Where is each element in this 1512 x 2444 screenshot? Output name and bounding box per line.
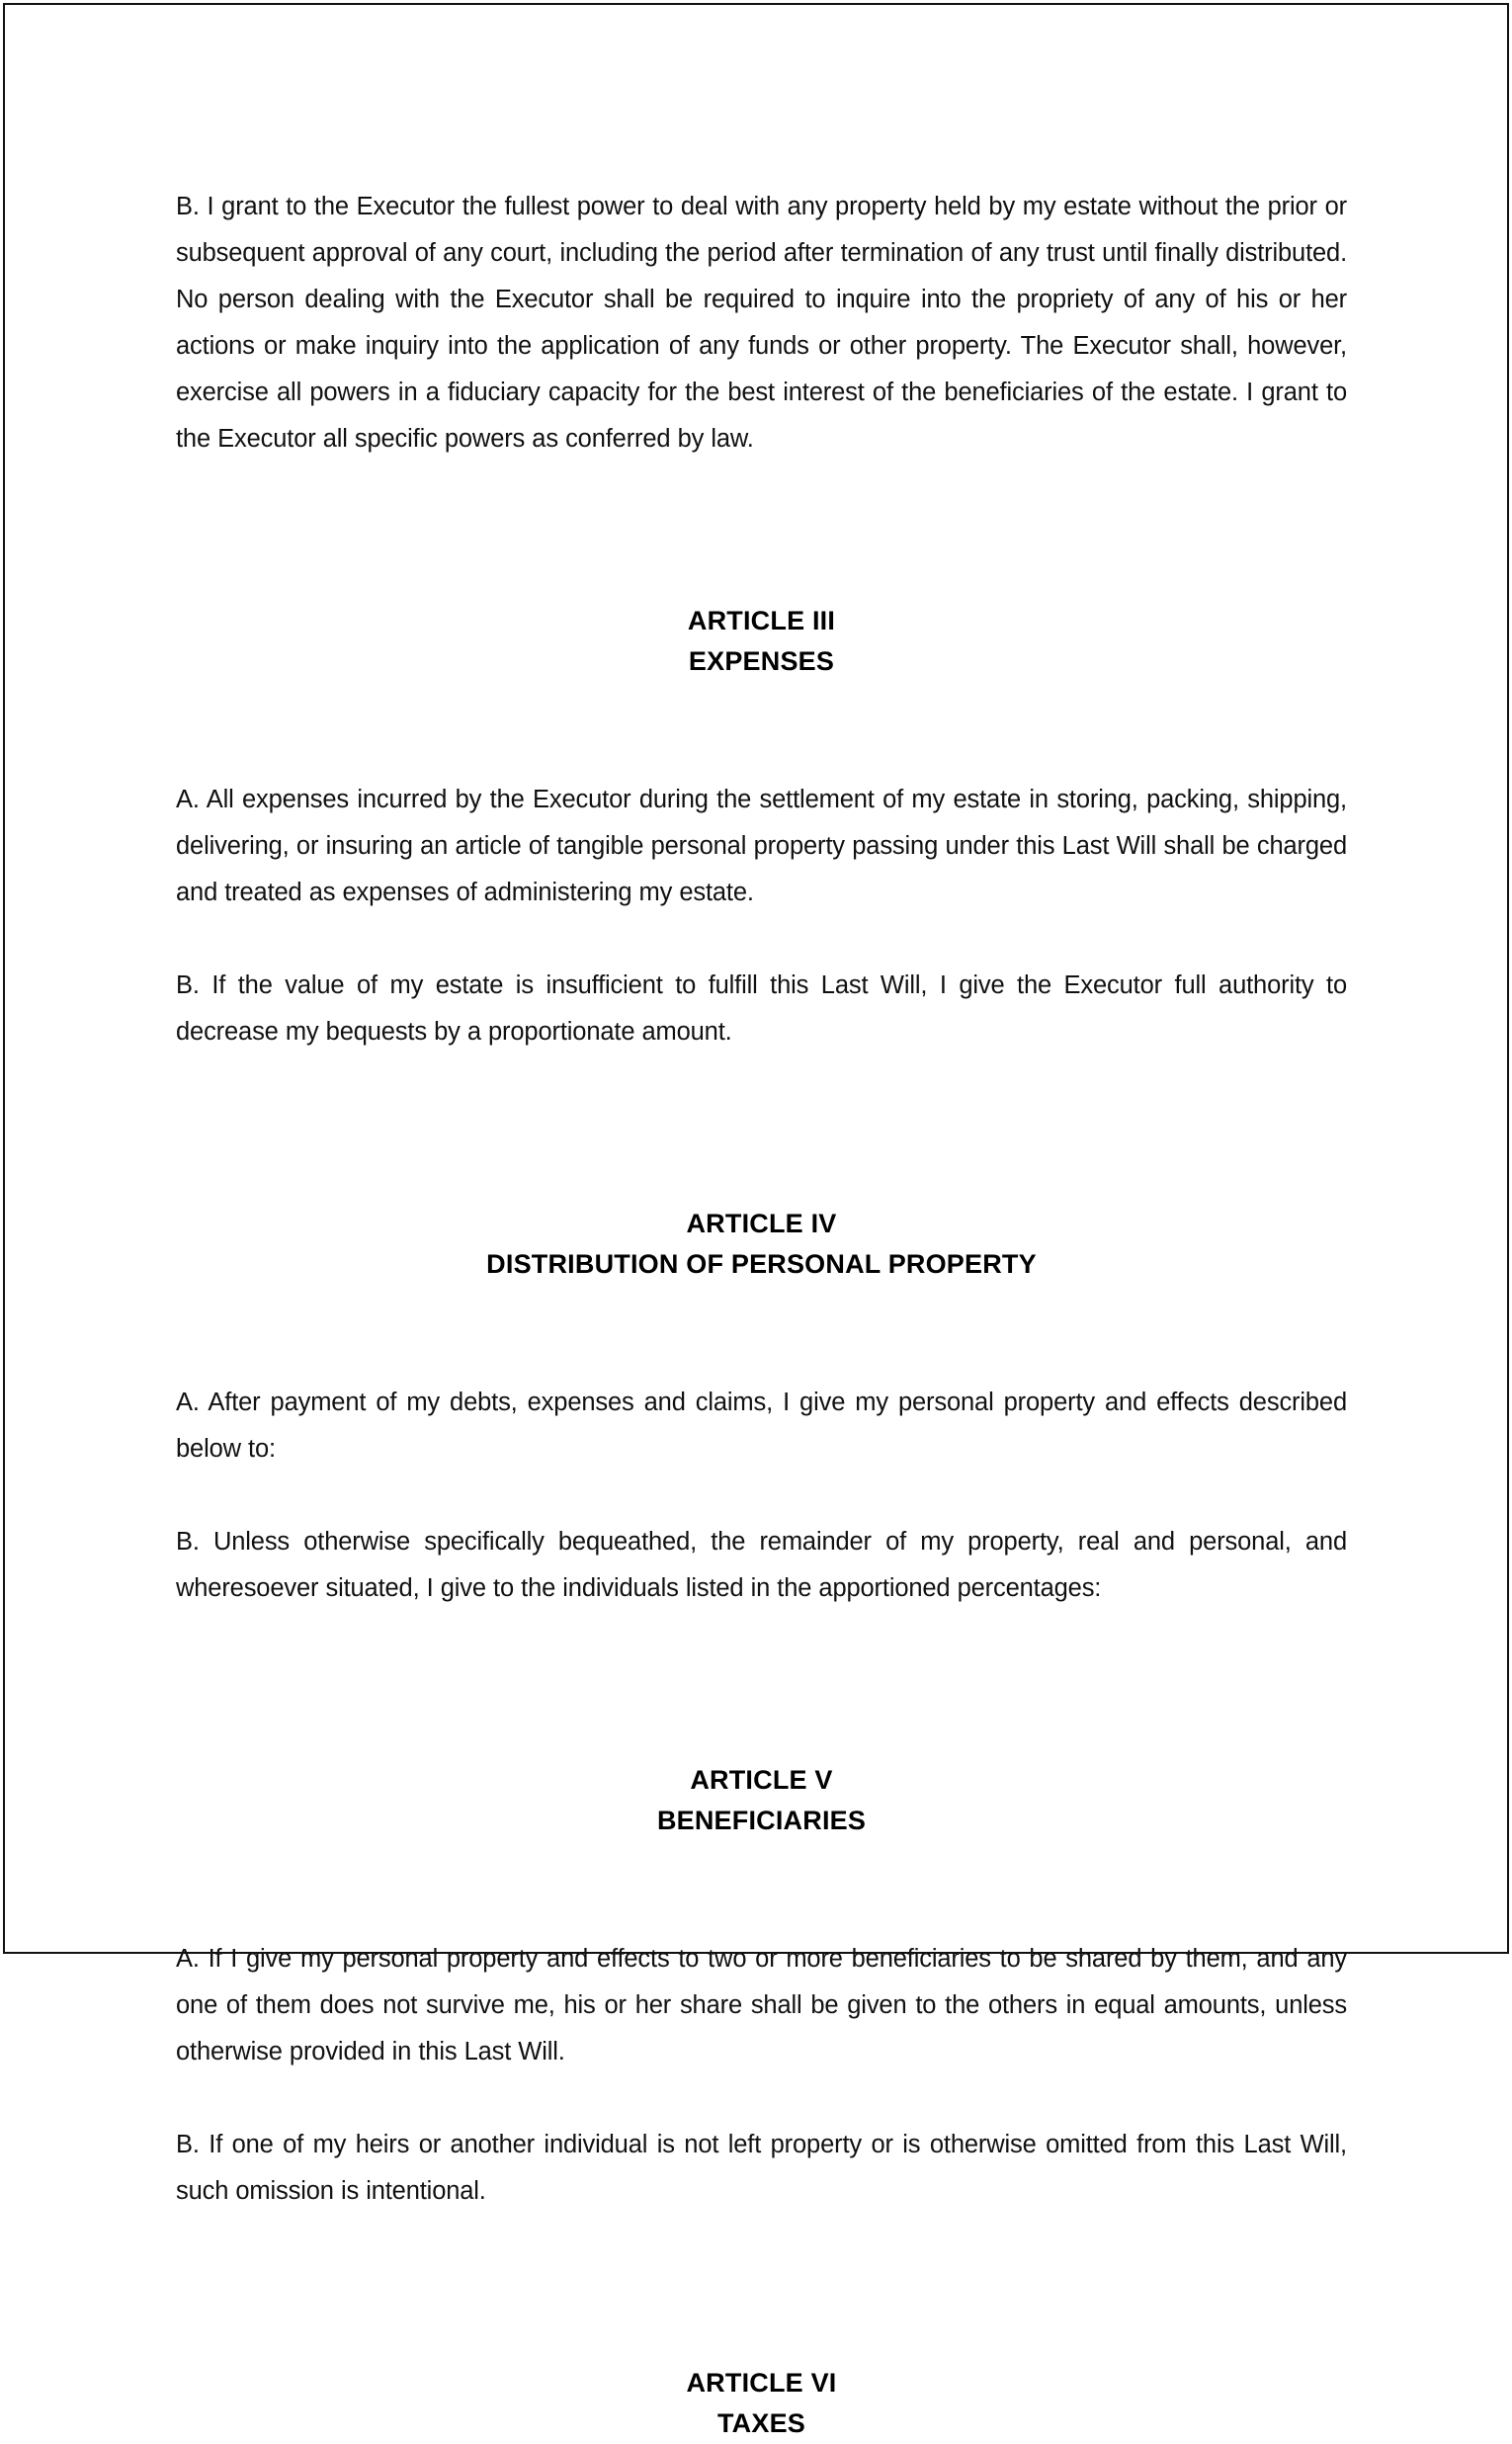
spacer	[176, 682, 1347, 777]
spacer	[176, 463, 1347, 601]
spacer	[176, 1055, 1347, 1204]
article-number: ARTICLE V	[690, 1765, 833, 1795]
article-title: BENEFICIARIES	[656, 1806, 867, 1835]
paragraph-article-5-b: B. If one of my heirs or another individual is not left property or is otherwise omitted from this Last Will, such omission is intentional.	[176, 2131, 1347, 2205]
document-body	[176, 184, 1347, 2444]
spacer	[176, 1473, 1347, 1519]
article-title: EXPENSES	[688, 646, 835, 676]
article-title: DISTRIBUTION OF PERSONAL PROPERTY	[486, 1249, 1037, 1279]
paragraph-article-4-b: B. Unless otherwise specifically bequeathed, the remainder of my property, real and personal, and wheresoever situated, I give to the individuals listed in the apportioned percentages:	[176, 1528, 1347, 1602]
spacer	[176, 2215, 1347, 2363]
paragraph-article-3-b: B. If the value of my estate is insufficient to fulfill this Last Will, I give the Executor full authority to decrease my bequests by a proportionate amount.	[176, 971, 1347, 1046]
heading-article-4	[176, 1204, 1347, 1285]
paragraph-article-5-a: A. If I give my personal property and effects to two or more beneficiaries to be shared by them, and any one of them does not survive me, his or her share shall be given to the others in equal amounts, unless otherwise provided in this Last Will.	[176, 1945, 1347, 2065]
paragraph-article-4-a: A. After payment of my debts, expenses and claims, I give my personal property and effects described below to:	[176, 1389, 1347, 1463]
spacer	[176, 1612, 1347, 1760]
heading-article-3	[176, 601, 1347, 682]
article-number: ARTICLE VI	[686, 2368, 837, 2398]
spacer	[176, 2075, 1347, 2122]
heading-article-6	[176, 2363, 1347, 2444]
article-title: TAXES	[716, 2408, 805, 2438]
article-number: ARTICLE III	[687, 606, 836, 635]
spacer	[176, 916, 1347, 963]
paragraph-article-2-b: B. I grant to the Executor the fullest power to deal with any property held by my estate without the prior or subsequent approval of any court, including the period after termination of any trust until finally distributed. No person dealing with the Executor shall be required to inquire into the propriety of any of his or her actions or make inquiry into the application of any funds or other property. The Executor shall, however, exercise all powers in a fiduciary capacity for the best interest of the beneficiaries of the estate. I grant to the Executor all specific powers as conferred by law.	[176, 193, 1347, 453]
paragraph-article-3-a: A. All expenses incurred by the Executor during the settlement of my estate in storing, packing, shipping, delivering, or insuring an article of tangible personal property passing under this Last Will shall be charged and treated as expenses of administering my estate.	[176, 786, 1347, 906]
heading-article-5	[176, 1760, 1347, 1841]
article-number: ARTICLE IV	[686, 1209, 837, 1238]
spacer	[176, 1285, 1347, 1380]
spacer	[176, 1841, 1347, 1936]
